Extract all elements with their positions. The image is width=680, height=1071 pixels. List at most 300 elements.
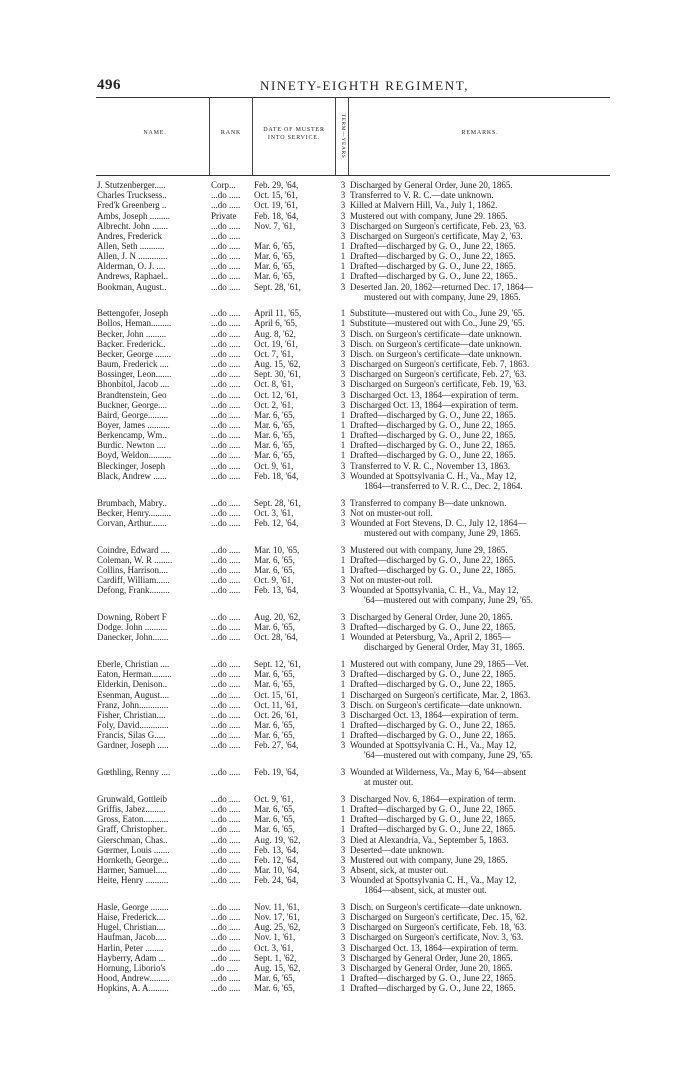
remarks: Discharged by General Order, June 20, 1865. <box>350 612 513 622</box>
remarks: Wounded at Spottsylvania, C. H., Va., May 12, <box>350 585 519 596</box>
rank: ...do ..... <box>211 932 241 943</box>
remarks: Disch. on Surgeon's certificate—date unknown. <box>350 901 522 912</box>
rank: ...do ..... <box>211 864 241 875</box>
muster-date: Mar. 6, '65, <box>254 679 295 690</box>
remarks-continuation: mustered out with company, June 29, 1865. <box>364 527 521 538</box>
muster-date: Feb. 19, '64, <box>254 767 299 778</box>
soldier-name: J. Stutzenberger..... <box>97 180 166 190</box>
soldier-name: Bleckinger, Joseph <box>97 460 166 471</box>
term-years: 3 <box>340 210 346 221</box>
term-years: 3 <box>340 585 346 596</box>
term-years: 3 <box>340 369 346 380</box>
muster-date: Oct. 15, '61, <box>254 689 298 700</box>
rank: ...do ..... <box>211 632 241 643</box>
remarks: Deserted—date unknown. <box>350 844 444 855</box>
soldier-name: Gierschman, Chas.. <box>97 834 168 845</box>
muster-date: Feb. 12, '64, <box>254 517 299 528</box>
remarks: Disch. on Surgeon's certificate—date unknown. <box>350 348 522 359</box>
table-row <box>0 221 680 231</box>
muster-date: Oct. 28, '64, <box>254 632 298 643</box>
term-years: 1 <box>340 440 346 451</box>
term-years: 3 <box>340 612 346 622</box>
soldier-name: Harlin, Peter ........ <box>97 942 164 953</box>
remarks: Wounded at Fort Stevens, D. C., July 12, 1864— <box>350 517 527 528</box>
remarks: Drafted—discharged by G. O., June 22, 1865. <box>350 419 516 430</box>
term-years: 1 <box>340 271 346 282</box>
term-years: 3 <box>340 709 346 720</box>
muster-date: Mar. 6, '65, <box>254 251 295 262</box>
rank: ...do ..... <box>211 338 241 349</box>
table-row <box>0 359 680 369</box>
table-row <box>0 575 680 585</box>
term-years: 1 <box>340 814 346 825</box>
muster-date: Oct. 11, '61, <box>254 699 298 710</box>
rank: ...do ..... <box>211 399 241 410</box>
rank: ...do ..... <box>211 389 241 400</box>
soldier-name: Foly, David............. <box>97 720 169 730</box>
term-years: 1 <box>340 659 346 670</box>
term-years: 3 <box>340 932 346 943</box>
table-row <box>0 912 680 922</box>
term-years: 1 <box>340 430 346 441</box>
table-row <box>0 211 680 221</box>
muster-date: Sept. 28, '61, <box>254 497 301 508</box>
term-years: 1 <box>340 261 346 272</box>
muster-date: Sept. 1, '62, <box>254 952 297 963</box>
column-header-term <box>338 100 348 172</box>
table-row <box>0 251 680 261</box>
rank: ...do ..... <box>211 544 241 555</box>
remarks: Drafted—discharged by G. O., June 22, 1865. <box>350 450 516 461</box>
rank: ...do ..... <box>211 564 241 575</box>
muster-date: Aug. 19, '62, <box>254 834 301 845</box>
muster-date: Mar. 6, '65, <box>254 554 295 565</box>
rank: ...do ..... <box>211 834 241 845</box>
muster-date: Mar. 6, '65, <box>254 814 295 825</box>
muster-date: Oct. 15, '61, <box>254 190 298 201</box>
table-row <box>0 932 680 942</box>
rank: ...do ..... <box>211 230 241 241</box>
column-divider <box>335 97 336 175</box>
soldier-name: Buckner, George.... <box>97 399 167 410</box>
remarks: Wounded at Petersburg, Va., April 2, 1865— <box>350 632 511 643</box>
soldier-name: Bookman, August.. <box>97 281 167 292</box>
remarks-continuation: 1864—transferred to V. R. C., Dec. 2, 1864. <box>364 480 523 491</box>
muster-date: Oct. 9, '61, <box>254 793 294 804</box>
term-years: 1 <box>340 450 346 461</box>
table-row <box>0 545 680 555</box>
soldier-name: Fred'k Greenberg .. <box>97 200 167 211</box>
table-row <box>0 963 680 973</box>
soldier-name: Andres, Frederick <box>97 230 162 241</box>
muster-date: Sept. 30, '61, <box>254 369 301 380</box>
remarks: Drafted—discharged by G. O., June 22, 1865. <box>350 440 516 451</box>
term-years: 3 <box>340 399 346 410</box>
rank: ...do ..... <box>211 348 241 359</box>
rank: ..do ..... <box>211 962 238 973</box>
term-years: 1 <box>340 308 346 319</box>
muster-date: Feb. 18, '64, <box>254 470 299 481</box>
muster-date: Oct. 3, '61, <box>254 507 294 518</box>
soldier-name: Graff, Christopher.. <box>97 824 168 835</box>
term-years: 3 <box>340 544 346 555</box>
remarks: Discharged on Surgeon's certificate, Feb. 23, '63. <box>350 220 527 231</box>
rank: ...do ..... <box>211 669 241 680</box>
table-row <box>0 461 680 471</box>
term-years: 3 <box>340 952 346 963</box>
muster-date: Oct. 26, '61, <box>254 709 298 720</box>
rank: ...do ..... <box>211 814 241 825</box>
term-years: 3 <box>340 699 346 710</box>
rank: ...do ..... <box>211 251 241 262</box>
term-years: 3 <box>340 200 346 211</box>
term-years: 3 <box>340 220 346 231</box>
rank: ...do ..... <box>211 497 241 508</box>
rank: ...do ..... <box>211 359 241 369</box>
header-rule-top <box>96 97 610 98</box>
rank: ...do ..... <box>211 689 241 700</box>
rank: ...do ..... <box>211 261 241 272</box>
muster-date: Feb. 18, '64, <box>254 210 299 221</box>
soldier-name: Backer. Frederick.. <box>97 338 166 349</box>
soldier-name: Grunwald, Gottleib <box>97 793 167 804</box>
soldier-name: Hasle, George ........ <box>97 901 169 912</box>
rank: ...do ..... <box>211 200 241 211</box>
table-row <box>0 400 680 410</box>
table-row <box>0 430 680 440</box>
rank: ...do ..... <box>211 912 241 922</box>
remarks: Drafted—discharged by G. O., June 22, 1865. <box>350 554 516 565</box>
table-row <box>0 498 680 508</box>
table-row <box>0 440 680 450</box>
rank: ...do ..... <box>211 740 241 751</box>
rank: ...do ..... <box>211 554 241 565</box>
table-row <box>0 922 680 932</box>
rank: ...do ..... <box>211 220 241 231</box>
muster-date: Feb. 27, '64, <box>254 740 299 751</box>
remarks: Wounded at Spottsylvania C. H., Va., May 12, <box>350 740 517 751</box>
rank: ...do ..... <box>211 824 241 835</box>
muster-date: Oct. 3, '61, <box>254 942 294 953</box>
column-header-rank: RANK <box>220 130 242 136</box>
term-years: 3 <box>340 669 346 680</box>
remarks-continuation: discharged by General Order, May 31, 1865. <box>364 642 525 653</box>
term-years: 3 <box>340 359 346 369</box>
term-years: 3 <box>340 507 346 518</box>
rank: ...do ..... <box>211 460 241 471</box>
term-years: 1 <box>340 419 346 430</box>
remarks: Disch. on Surgeon's certificate—date unknown. <box>350 338 522 349</box>
remarks: Drafted—discharged by G. O., June 22, 1865. <box>350 622 516 633</box>
rank: ...do ..... <box>211 622 241 633</box>
rank: ...do ..... <box>211 379 241 390</box>
column-header-date-line1: DATE OF MUSTER <box>263 127 325 133</box>
column-header-term-label: TERM—YEARS <box>340 113 346 159</box>
remarks: Discharged by General Order, June 20, 1865. <box>350 962 513 973</box>
muster-date: Aug. 25, '62, <box>254 922 301 933</box>
term-years: 3 <box>340 497 346 508</box>
remarks: Transferred to V. R. C., November 13, 1863. <box>350 460 511 471</box>
term-years: 1 <box>340 804 346 814</box>
table-row <box>0 390 680 400</box>
term-years: 3 <box>340 901 346 912</box>
muster-date: Mar. 6, '65, <box>254 972 295 983</box>
rank: ...do ..... <box>211 369 241 380</box>
term-years: 3 <box>340 942 346 953</box>
table-row <box>0 339 680 349</box>
table-row <box>0 231 680 241</box>
table-row <box>0 953 680 963</box>
muster-date: Oct. 12, '61, <box>254 389 298 400</box>
table-row <box>0 420 680 430</box>
rank: ...do ..... <box>211 983 241 994</box>
remarks: Wounded at Wilderness, Va., May 6, '64—absent <box>350 767 527 778</box>
rank: Corp... <box>211 180 236 190</box>
table-row <box>0 622 680 632</box>
remarks: Transferred to V. R. C.—date unknown. <box>350 190 494 201</box>
table-row <box>0 329 680 339</box>
remarks: Discharged on Surgeon's certificate, May 2, '63. <box>350 230 523 241</box>
muster-date: April 6, '65, <box>254 318 298 329</box>
soldier-name: Griffis, Jabez......... <box>97 804 166 814</box>
remarks: Died at Alexandria, Va., September 5, 1863. <box>350 834 509 845</box>
term-years: 1 <box>340 730 346 741</box>
rank: ...do ..... <box>211 730 241 741</box>
term-years: 1 <box>340 679 346 690</box>
table-row <box>0 271 680 281</box>
column-header-date <box>254 126 334 142</box>
term-years: 1 <box>340 251 346 262</box>
muster-date: Mar. 6, '65, <box>254 824 295 835</box>
rank: ...do ..... <box>211 271 241 282</box>
remarks: Discharged on Surgeon's certificate, Feb. 19, '63. <box>350 379 527 390</box>
soldier-name: Berkencamp, Wm.. <box>97 430 167 441</box>
muster-date: Aug. 20, '62, <box>254 612 301 622</box>
soldier-name: Allen, Seth ........... <box>97 240 165 251</box>
remarks: Drafted—discharged by G. O., June 22, 1865. <box>350 430 516 441</box>
column-divider <box>209 97 210 175</box>
muster-date: Sept. 12, '61, <box>254 659 301 670</box>
remarks: Drafted—discharged by G. O., June 22, 1865. <box>350 824 516 835</box>
table-row <box>0 865 680 875</box>
table-row <box>0 632 680 642</box>
rank: ...do ..... <box>211 240 241 251</box>
rank: ...do ..... <box>211 767 241 778</box>
column-header-name: NAME. <box>143 130 167 136</box>
soldier-name: Collins, Harrison.... <box>97 564 168 575</box>
term-years: 1 <box>340 983 346 994</box>
remarks: Discharged Oct. 13, 1864—expiration of term. <box>350 709 519 720</box>
term-years: 3 <box>340 281 346 292</box>
muster-date: Oct. 9, '61, <box>254 460 294 471</box>
table-row <box>0 845 680 855</box>
remarks: Discharged Oct. 13, 1864—expiration of term. <box>350 389 519 400</box>
remarks-continuation: 1864—absent, sick, at muster out. <box>364 885 487 896</box>
column-divider <box>348 97 349 175</box>
muster-date: Mar. 6, '65, <box>254 419 295 430</box>
rank: ...do ..... <box>211 709 241 720</box>
term-years: 3 <box>340 338 346 349</box>
table-row <box>0 855 680 865</box>
muster-date: Sept. 28, '61, <box>254 281 301 292</box>
term-years: 3 <box>340 875 346 886</box>
table-row <box>0 565 680 575</box>
remarks: Discharged Oct. 13, 1864—expiration of term. <box>350 399 519 410</box>
soldier-name: Haise, Frederick.... <box>97 912 166 922</box>
remarks: Substitute—mustered out with Co., June 29, '65. <box>350 308 525 319</box>
rank: Private <box>211 210 237 221</box>
muster-date: Mar. 6, '65, <box>254 430 295 441</box>
muster-date: Oct. 7, '61, <box>254 348 294 359</box>
remarks: Drafted—discharged by G. O., June 22, 1865. <box>350 730 516 741</box>
muster-date: Mar. 6, '65, <box>254 669 295 680</box>
term-years: 3 <box>340 230 346 241</box>
soldier-name: Brumbach, Mabry.. <box>97 497 167 508</box>
table-row <box>0 740 680 750</box>
soldier-name: Defong, Frank......... <box>97 585 170 596</box>
rank: ...do ..... <box>211 585 241 596</box>
rank: ...do ..... <box>211 507 241 518</box>
rank: ...do ..... <box>211 854 241 865</box>
rank: ...do ..... <box>211 190 241 201</box>
soldier-name: Allen, J. N ............. <box>97 251 168 262</box>
rank: ...do ..... <box>211 942 241 953</box>
term-years: 1 <box>340 972 346 983</box>
rank: ...do ..... <box>211 720 241 730</box>
soldier-name: Baird, George......... <box>97 409 169 420</box>
term-years: 1 <box>340 318 346 329</box>
rank: ...do ..... <box>211 612 241 622</box>
muster-date: April 11, '65, <box>254 308 302 319</box>
muster-date: Oct. 9, '61, <box>254 575 294 585</box>
muster-date: Mar. 6, '65, <box>254 564 295 575</box>
soldier-name: Hornung, Liborio's <box>97 962 166 973</box>
table-row <box>0 349 680 359</box>
term-years: 3 <box>340 389 346 400</box>
soldier-name: Eberle, Christian .... <box>97 659 170 670</box>
term-years: 3 <box>340 575 346 585</box>
term-years: 3 <box>340 460 346 471</box>
remarks: Mustered out with company, June 29. 1865. <box>350 210 508 221</box>
table-row <box>0 379 680 389</box>
soldier-name: Esenman, August.... <box>97 689 169 700</box>
soldier-name: Brandtenstein, Geo <box>97 389 167 400</box>
term-years: 3 <box>340 767 346 778</box>
muster-date: Mar. 6, '65, <box>254 271 295 282</box>
muster-date: Mar. 10, '64, <box>254 864 300 875</box>
soldier-name: Cardiff, William...... <box>97 575 170 585</box>
soldier-name: Francis, Silas G..... <box>97 730 166 741</box>
table-row <box>0 794 680 804</box>
page-header <box>0 77 680 97</box>
term-years: 3 <box>340 180 346 190</box>
muster-date: Nov. 11, '61, <box>254 901 300 912</box>
term-years: 1 <box>340 689 346 700</box>
table-row <box>0 308 680 318</box>
remarks: Drafted—discharged by G. O., June 22, 1865. <box>350 564 516 575</box>
soldier-name: Hood, Andrew......... <box>97 972 170 983</box>
table-row <box>0 410 680 420</box>
term-years: 1 <box>340 824 346 835</box>
remarks: Absent, sick, at muster out. <box>350 864 449 875</box>
table-row <box>0 190 680 200</box>
table-row <box>0 983 680 993</box>
table-row <box>0 814 680 824</box>
remarks: Drafted—discharged by G. O., June 22, 1865. <box>350 720 516 730</box>
soldier-name: Haufman, Jacob..... <box>97 932 167 943</box>
soldier-name: Danecker, John....... <box>97 632 169 643</box>
muster-date: Mar. 6, '65, <box>254 240 295 251</box>
remarks: Wounded at Spottsylvania C. H., Va., May 12, <box>350 470 517 481</box>
remarks: Discharged by General Order, June 20, 1865. <box>350 180 513 190</box>
table-row <box>0 612 680 622</box>
soldier-name: Boyd, Weldon.......... <box>97 450 172 461</box>
table-row <box>0 518 680 528</box>
term-years: 3 <box>340 348 346 359</box>
soldier-name: Becker, John ......... <box>97 328 167 339</box>
rank: ...do ..... <box>211 430 241 441</box>
table-row <box>0 679 680 689</box>
table-row <box>0 902 680 912</box>
remarks-continuation: at muster out. <box>364 777 414 788</box>
remarks: Drafted—discharged by G. O., June 22, 1865. <box>350 814 516 825</box>
remarks: Drafted—discharged by G. O., June 22, 1865. <box>350 972 516 983</box>
remarks: Discharged Nov. 6, 1864—expiration of term. <box>350 793 516 804</box>
soldier-name: Gœrmer, Louis ....... <box>97 844 170 855</box>
muster-date: Oct. 19, '61, <box>254 338 298 349</box>
table-row <box>0 690 680 700</box>
remarks: Drafted—discharged by G. O., June 22, 1865. <box>350 679 516 690</box>
term-years: 1 <box>340 632 346 643</box>
soldier-name: Black, Andrew ...... <box>97 470 167 481</box>
rank: ...do ..... <box>211 952 241 963</box>
header-rule-bottom <box>96 175 610 176</box>
rank: ...do ..... <box>211 575 241 585</box>
soldier-name: Alderman, O. J. .... <box>97 261 166 272</box>
rank: ...do ..... <box>211 450 241 461</box>
table-row <box>0 973 680 983</box>
remarks: Drafted—discharged by G. O., June 22, 1865. <box>350 409 516 420</box>
table-row <box>0 282 680 292</box>
rank: ...do ..... <box>211 659 241 670</box>
muster-date: Nov. 1, '61, <box>254 932 296 943</box>
muster-date: Mar. 6, '65, <box>254 450 295 461</box>
term-years: 3 <box>340 854 346 865</box>
soldier-name: Bollos, Heman......... <box>97 318 172 329</box>
soldier-name: Boyer, James .......... <box>97 419 170 430</box>
table-row <box>0 700 680 710</box>
muster-date: Mar. 6, '65, <box>254 720 295 730</box>
term-years: 3 <box>340 834 346 845</box>
soldier-name: Ambs, Joseph ......... <box>97 210 171 221</box>
rank: ...do ..... <box>211 281 241 292</box>
term-years: 3 <box>340 793 346 804</box>
soldier-name: Coleman, W. R ........ <box>97 554 173 565</box>
soldier-name: Hopkins, A. A......... <box>97 983 169 994</box>
muster-date: Aug. 15, '62, <box>254 962 301 973</box>
soldier-name: Hornketh, George... <box>97 854 169 865</box>
remarks: Discharged on Surgeon's certificate, Nov. 3, '63. <box>350 932 524 943</box>
soldier-name: Hugel, Christian.... <box>97 922 166 933</box>
muster-date: Mar. 6, '65, <box>254 440 295 451</box>
rank: ...do ..... <box>211 972 241 983</box>
soldier-name: Albrecht. John ....... <box>97 220 168 231</box>
column-divider <box>252 97 253 175</box>
soldier-name: Coindre, Edward .... <box>97 544 170 555</box>
muster-date: Mar. 6, '65, <box>254 261 295 272</box>
soldier-name: Bettengofer, Joseph <box>97 308 169 319</box>
soldier-name: Dodge. John .......... <box>97 622 168 633</box>
